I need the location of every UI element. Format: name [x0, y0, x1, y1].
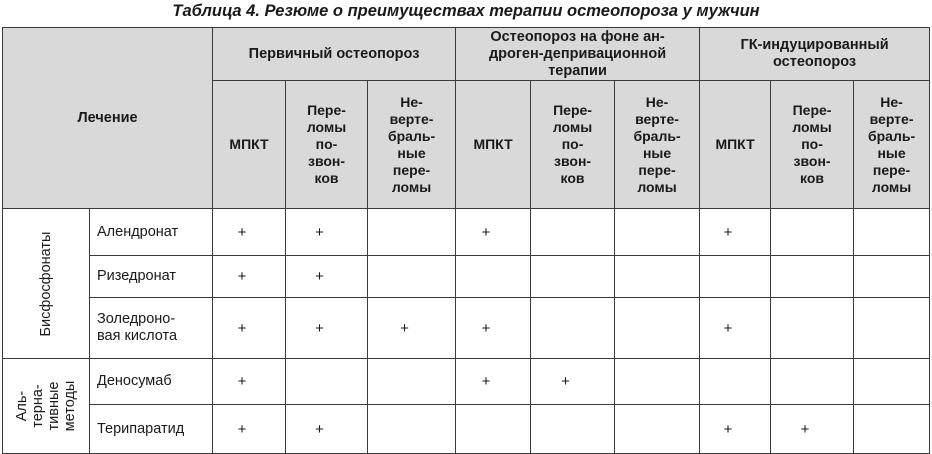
- benefit-cell: [456, 209, 531, 256]
- benefit-cell: [700, 298, 771, 359]
- benefit-cell: [615, 359, 700, 405]
- benefit-mark: +: [237, 223, 247, 241]
- header-sub-nonvert: [615, 81, 700, 209]
- benefit-mark: +: [315, 223, 324, 241]
- table-row: [3, 298, 930, 359]
- table-caption: Таблица 4. Резюме о преимуществах терапии остеопороза у мужчин: [172, 2, 760, 20]
- header-sub-vert: [531, 81, 615, 209]
- header-group-label: ГК-индуцированный остеопороз: [740, 37, 889, 70]
- benefit-cell: [456, 359, 531, 405]
- benefit-cell: [854, 359, 930, 405]
- header-sub-label: МПКТ: [473, 136, 513, 152]
- drug-name: Ризедронат: [90, 256, 213, 298]
- benefit-cell: [854, 209, 930, 256]
- benefit-cell: [615, 405, 700, 454]
- benefit-cell: [286, 256, 368, 298]
- drug-name: Терипаратид: [90, 405, 213, 454]
- header-group-primary: [213, 28, 456, 81]
- benefit-cell: [700, 209, 771, 256]
- header-sub-bmd: [456, 81, 531, 209]
- row-group-label-cell: [3, 209, 90, 359]
- benefit-cell: [771, 359, 854, 405]
- benefit-mark: +: [315, 420, 324, 438]
- header-row-groups: [3, 28, 930, 81]
- benefit-cell: [854, 256, 930, 298]
- header-sub-label: Пере- ломы по- звон- ков: [792, 102, 832, 186]
- benefit-cell: [286, 298, 368, 359]
- benefit-cell: [700, 256, 771, 298]
- drug-name: Золедроно- вая кислота: [90, 298, 213, 359]
- header-sub-label: МПКТ: [715, 136, 755, 152]
- benefit-cell: [213, 256, 286, 298]
- header-sub-bmd: [213, 81, 286, 209]
- header-sub-label: МПКТ: [229, 136, 269, 152]
- benefit-mark: +: [315, 319, 324, 337]
- benefit-cell: [771, 256, 854, 298]
- header-sub-vert: [286, 81, 368, 209]
- header-sub-label: Не- верте- браль- ные пере- ломы: [633, 93, 681, 195]
- header-group-gc: [700, 28, 930, 81]
- benefit-cell: [213, 209, 286, 256]
- benefit-cell: [286, 359, 368, 405]
- benefit-cell: [771, 298, 854, 359]
- benefit-cell: [456, 298, 531, 359]
- header-group-adt: [456, 28, 700, 81]
- benefit-mark: +: [400, 319, 409, 337]
- benefit-cell: [854, 298, 930, 359]
- benefit-cell: [368, 256, 456, 298]
- benefit-mark: +: [723, 319, 733, 337]
- benefit-cell: [213, 298, 286, 359]
- benefit-cell: [615, 298, 700, 359]
- benefit-mark: +: [237, 319, 247, 337]
- table-row: [3, 359, 930, 405]
- header-sub-label: Не- верте- браль- ные пере- ломы: [867, 93, 916, 195]
- benefit-cell: [213, 405, 286, 454]
- benefit-mark: +: [481, 373, 491, 390]
- header-group-label: Остеопороз на фоне ан- дроген-депривационной терапии: [488, 28, 667, 79]
- benefit-cell: [368, 209, 456, 256]
- row-group-label: Бисфосфонаты: [38, 231, 54, 336]
- header-group-label: Первичный остеопороз: [248, 45, 420, 62]
- benefit-mark: +: [481, 223, 491, 241]
- benefit-mark: +: [723, 223, 733, 241]
- header-sub-label: Пере- ломы по- звон- ков: [306, 102, 347, 186]
- benefit-cell: [771, 209, 854, 256]
- benefit-mark: +: [315, 268, 324, 285]
- benefit-cell: [700, 405, 771, 454]
- benefit-cell: [854, 405, 930, 454]
- table-row: [3, 405, 930, 454]
- benefit-cell: [286, 209, 368, 256]
- table-row: [3, 209, 930, 256]
- benefit-cell: [771, 405, 854, 454]
- drug-name: Деносумаб: [90, 359, 213, 405]
- benefit-cell: [531, 405, 615, 454]
- benefit-cell: [531, 298, 615, 359]
- header-sub-label: Пере- ломы по- звон- ков: [552, 102, 593, 186]
- benefit-cell: [531, 209, 615, 256]
- header-treatment: Лечение: [3, 28, 213, 209]
- benefit-cell: [213, 359, 286, 405]
- benefit-cell: [368, 405, 456, 454]
- benefit-cell: [456, 405, 531, 454]
- benefit-cell: [531, 359, 615, 405]
- benefit-cell: [700, 359, 771, 405]
- drug-name: Алендронат: [90, 209, 213, 256]
- benefit-cell: [531, 256, 615, 298]
- summary-table: [2, 27, 930, 454]
- benefit-cell: [456, 256, 531, 298]
- row-group-label: Аль- терна- тивные методы: [14, 380, 78, 432]
- header-sub-label: Не- верте- браль- ные пере- ломы: [387, 93, 436, 195]
- benefit-cell: [615, 256, 700, 298]
- benefit-mark: +: [800, 420, 810, 438]
- row-group-label-cell: [3, 359, 90, 454]
- benefit-cell: [286, 405, 368, 454]
- benefit-mark: +: [561, 373, 570, 390]
- header-sub-vert: [771, 81, 854, 209]
- benefit-mark: +: [237, 373, 247, 390]
- header-sub-bmd: [700, 81, 771, 209]
- benefit-mark: +: [481, 319, 491, 337]
- benefit-cell: [368, 359, 456, 405]
- header-sub-nonvert: [368, 81, 456, 209]
- table-row: [3, 256, 930, 298]
- header-sub-nonvert: [854, 81, 930, 209]
- benefit-mark: +: [723, 420, 733, 438]
- benefit-cell: [368, 298, 456, 359]
- benefit-mark: +: [237, 268, 247, 285]
- benefit-mark: +: [237, 420, 247, 438]
- benefit-cell: [615, 209, 700, 256]
